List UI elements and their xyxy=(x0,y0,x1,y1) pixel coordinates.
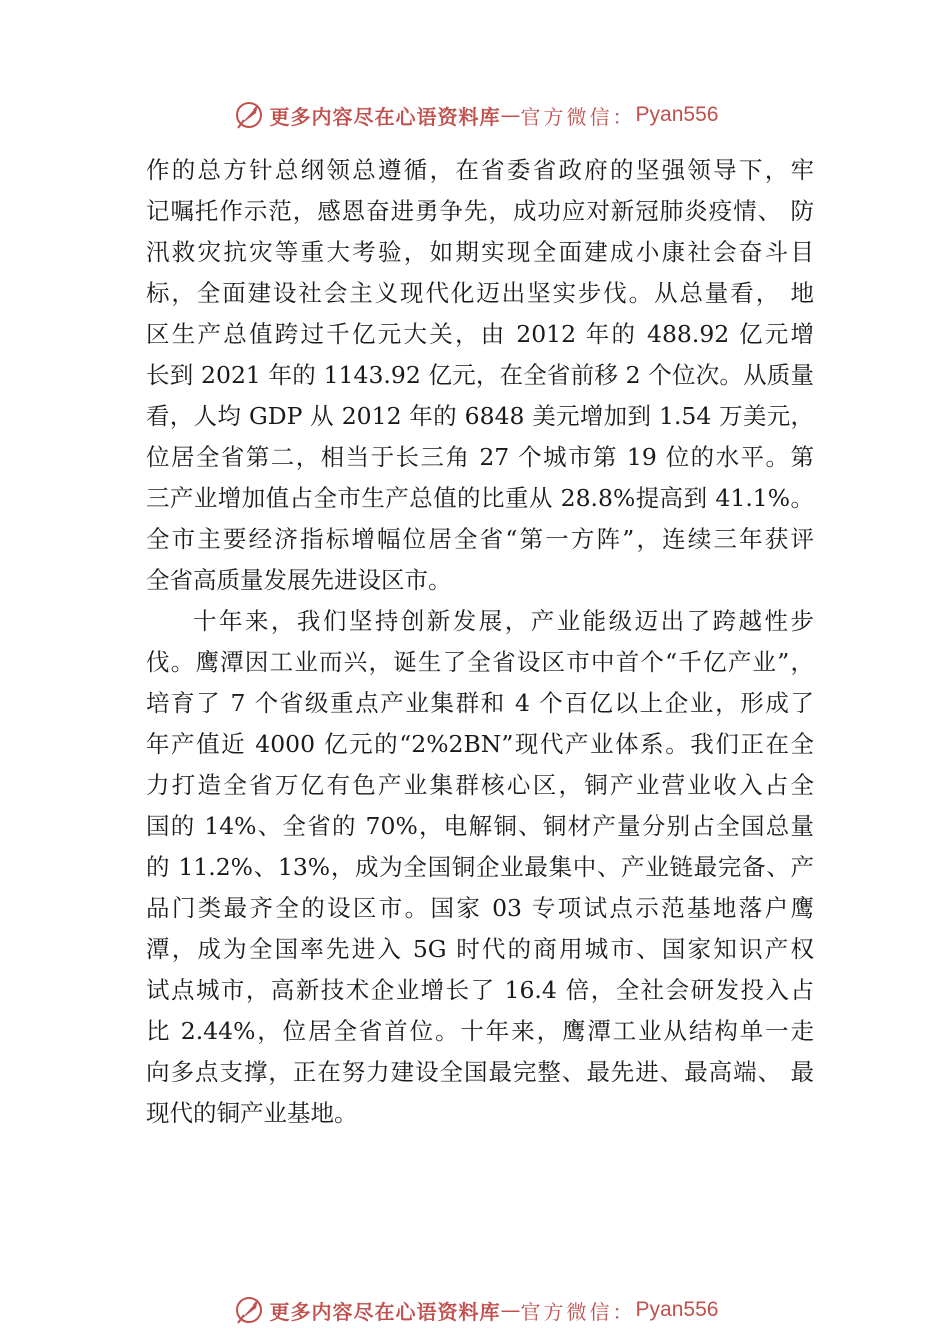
header-banner xyxy=(0,95,950,135)
body-line: 现代的铜产业基地。 xyxy=(146,1099,358,1127)
body-line: 力打造全省万亿有色产业集群核心区，铜产业营业收入占全 xyxy=(146,771,814,799)
header-dash: — xyxy=(500,103,521,127)
body-line: 年产值近 4000 亿元的“2%2BN”现代产业体系。我们正在全 xyxy=(146,730,814,758)
body-line: 记嘱托作示范，感恩奋进勇争先，成功应对新冠肺炎疫情、 防 xyxy=(146,197,814,225)
body-line: 试点城市，高新技术企业增长了 16.4 倍，全社会研发投入占 xyxy=(146,976,814,1004)
document-body xyxy=(146,150,814,1134)
body-line: 向多点支撑，正在努力建设全国最完整、最先进、最高端、 最 xyxy=(146,1058,814,1086)
footer-banner xyxy=(0,1290,950,1330)
body-line: 看，人均 GDP 从 2012 年的 6848 美元增加到 1.54 万美元， xyxy=(146,402,814,430)
footer-brand-text: 更多内容尽在心语资料库 xyxy=(269,1299,501,1324)
header-brand-text: 更多内容尽在心语资料库 xyxy=(269,104,501,129)
body-line: 品门类最齐全的设区市。国家 03 专项试点示范基地落户鹰 xyxy=(146,894,814,922)
quill-pen-logo-icon xyxy=(232,1293,266,1327)
header-wechat-id: Pyan556 xyxy=(635,103,719,126)
body-line: 标，全面建设社会主义现代化迈出坚实步伐。从总量看， 地 xyxy=(146,279,814,307)
body-line: 十年来，我们坚持创新发展，产业能级迈出了跨越性步 xyxy=(193,607,814,635)
body-line: 汛救灾抗灾等重大考验，如期实现全面建成小康社会奋斗目 xyxy=(146,238,814,266)
body-line: 国的 14%、全省的 70%，电解铜、铜材产量分别占全国总量 xyxy=(146,812,814,840)
body-line: 的 11.2%、13%，成为全国铜企业最集中、产业链最完备、产 xyxy=(146,853,814,881)
body-line: 培育了 7 个省级重点产业集群和 4 个百亿以上企业，形成了 xyxy=(146,689,814,717)
header-official-label: 官方微信： xyxy=(520,104,636,129)
body-line: 比 2.44%，位居全省首位。十年来，鹰潭工业从结构单一走 xyxy=(146,1017,814,1045)
quill-pen-logo-icon xyxy=(232,98,266,132)
body-line: 伐。鹰潭因工业而兴，诞生了全省设区市中首个“千亿产业”， xyxy=(146,648,814,676)
body-line: 三产业增加值占全市生产总值的比重从 28.8%提高到 41.1%。 xyxy=(146,484,814,512)
body-line: 位居全省第二，相当于长三角 27 个城市第 19 位的水平。第 xyxy=(146,443,814,471)
footer-wechat-id: Pyan556 xyxy=(635,1298,719,1321)
body-line: 区生产总值跨过千亿元大关，由 2012 年的 488.92 亿元增 xyxy=(146,320,814,348)
body-line: 作的总方针总纲领总遵循，在省委省政府的坚强领导下，牢 xyxy=(146,156,814,184)
body-line: 全省高质量发展先进设区市。 xyxy=(146,566,452,594)
body-line: 长到 2021 年的 1143.92 亿元，在全省前移 2 个位次。从质量 xyxy=(146,361,814,389)
body-line: 全市主要经济指标增幅位居全省“第一方阵”，连续三年获评 xyxy=(146,525,814,553)
footer-dash: — xyxy=(500,1298,521,1322)
body-line: 潭，成为全国率先进入 5G 时代的商用城市、国家知识产权 xyxy=(146,935,814,963)
footer-official-label: 官方微信： xyxy=(520,1299,636,1324)
